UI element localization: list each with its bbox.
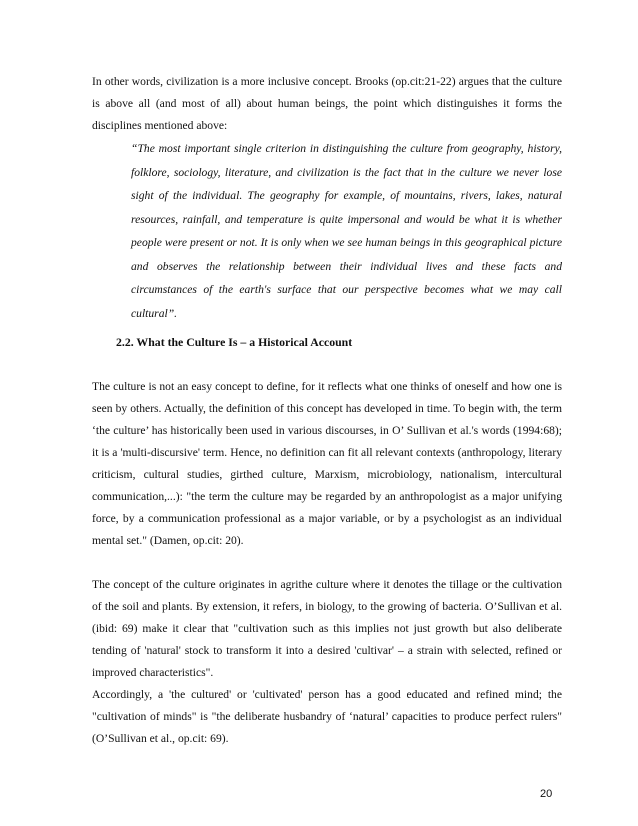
section-heading: 2.2. What the Culture Is – a Historical Account <box>116 335 353 349</box>
paragraph-origin: The concept of the culture originates in agrithe culture where it denotes the tillage or the cultivation of the soil and plants. By extension, it refers, in biology, to the growing of bacteria. O’Sullivan et al. (ibid: 69) make it clear that "cultivation such as this implies not just growth but also deliberate tending of 'natural' stock to transform it into a desired 'cultivar' – a strain with selected, refined or improved characteristics". <box>92 578 562 679</box>
paragraph-cultivated: Accordingly, a 'the cultured' or 'cultivated' person has a good educated and refined mind; the "cultivation of minds" is "the deliberate husbandry of ‘natural’ capacities to produce perfect rulers" (O’Sullivan et al., op.cit: 69). <box>92 688 562 745</box>
paragraph-definition: The culture is not an easy concept to define, for it reflects what one thinks of oneself and how one is seen by others. Actually, the definition of this concept has developed in time. To begin with, the term ‘the culture’ has historically been used in various discourses, in O’ Sullivan et al.'s words (1994:68); it is a 'multi-discursive' term. Hence, no definition can fit all relevant contexts (anthropology, literary criticism, cultural studies, girthed culture, Marxism, microbiology, nationalism, intercultural communication,...): "the term the culture may be regarded by an anthropologist as a major unifying force, by a communication professional as a major variable, or by a psychologist as an individual mental set." (Damen, op.cit: 20). <box>92 380 562 547</box>
block-quote: “The most important single criterion in distinguishing the culture from geography, history, folklore, sociology, literature, and civilization is the fact that in the culture we never lose sight of the individual. The geography for example, of mountains, rivers, lakes, natural resources, rainfall, and temperature is quite impersonal and would be what it is whether people were present or not. It is only when we see human beings in this geographical picture and observes the relationship between their individual lives and these facts and circumstances of the earth's surface that our perspective becomes what we may call cultural”. <box>131 142 562 320</box>
paragraph-intro: In other words, civilization is a more inclusive concept. Brooks (op.cit:21-22) argues that the culture is above all (and most of all) about human beings, the point which distinguishes it forms the disciplines mentioned above: <box>92 75 562 132</box>
page-number: 20 <box>540 788 553 800</box>
